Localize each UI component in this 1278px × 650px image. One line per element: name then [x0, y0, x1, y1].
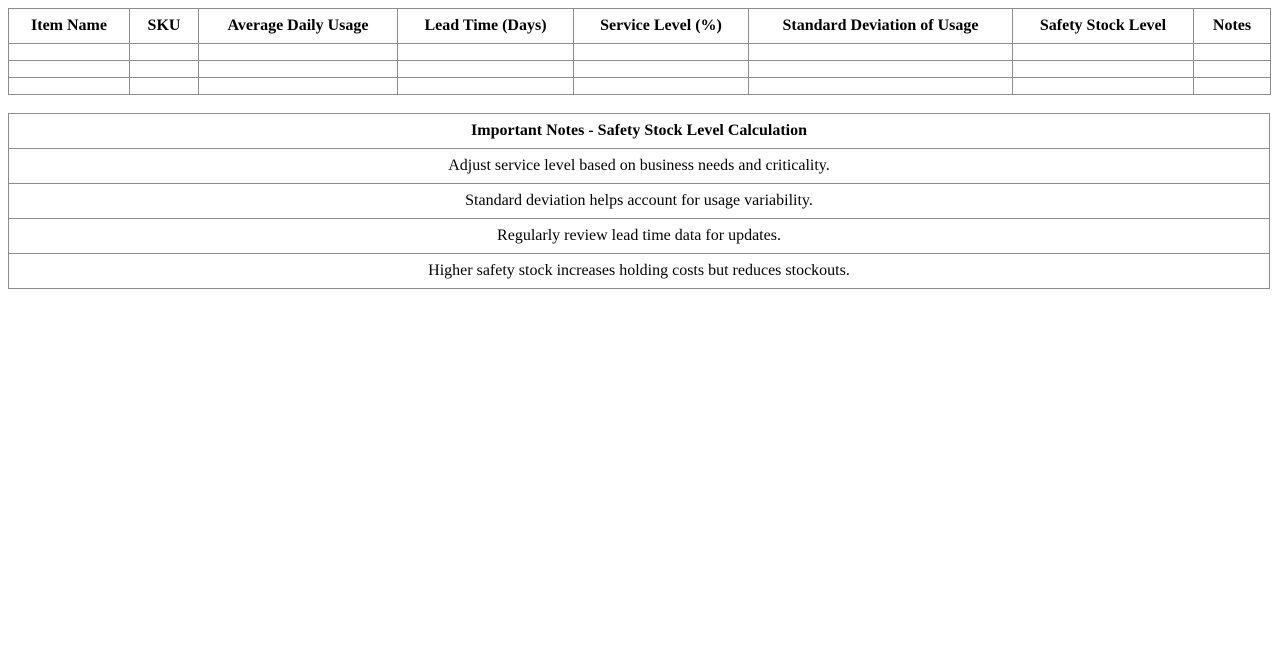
table-cell[interactable] — [749, 44, 1013, 61]
table-cell[interactable] — [1013, 61, 1194, 78]
safety-stock-table — [8, 8, 1271, 95]
note-text: Standard deviation helps account for usage variability. — [9, 184, 1270, 219]
table-cell[interactable] — [1194, 78, 1271, 95]
header-lead-time: Lead Time (Days) — [398, 9, 574, 44]
table-cell[interactable] — [1194, 61, 1271, 78]
table-cell[interactable] — [9, 44, 130, 61]
table-cell[interactable] — [130, 61, 199, 78]
table-row — [9, 78, 1271, 95]
page-container — [8, 8, 1270, 289]
table-cell[interactable] — [749, 78, 1013, 95]
table-cell[interactable] — [199, 44, 398, 61]
table-row — [9, 61, 1271, 78]
note-text: Higher safety stock increases holding costs but reduces stockouts. — [9, 254, 1270, 289]
header-sku: SKU — [130, 9, 199, 44]
note-row — [9, 254, 1270, 289]
table-cell[interactable] — [574, 78, 749, 95]
note-row — [9, 219, 1270, 254]
header-average-daily-usage: Average Daily Usage — [199, 9, 398, 44]
table-cell[interactable] — [574, 61, 749, 78]
table-cell[interactable] — [398, 44, 574, 61]
header-safety-stock-level: Safety Stock Level — [1013, 9, 1194, 44]
table-header-row — [9, 9, 1271, 44]
table-cell[interactable] — [749, 61, 1013, 78]
note-row — [9, 149, 1270, 184]
table-cell[interactable] — [1194, 44, 1271, 61]
table-cell[interactable] — [398, 78, 574, 95]
table-cell[interactable] — [9, 78, 130, 95]
notes-title: Important Notes - Safety Stock Level Calculation — [9, 114, 1270, 149]
note-row — [9, 184, 1270, 219]
note-text: Adjust service level based on business needs and criticality. — [9, 149, 1270, 184]
header-notes: Notes — [1194, 9, 1271, 44]
notes-title-row — [9, 114, 1270, 149]
table-cell[interactable] — [199, 78, 398, 95]
table-cell[interactable] — [130, 78, 199, 95]
important-notes-table — [8, 113, 1270, 289]
table-cell[interactable] — [1013, 78, 1194, 95]
table-row — [9, 44, 1271, 61]
table-cell[interactable] — [574, 44, 749, 61]
table-cell[interactable] — [1013, 44, 1194, 61]
header-std-deviation: Standard Deviation of Usage — [749, 9, 1013, 44]
table-cell[interactable] — [130, 44, 199, 61]
table-cell[interactable] — [398, 61, 574, 78]
table-cell[interactable] — [199, 61, 398, 78]
table-cell[interactable] — [9, 61, 130, 78]
header-service-level: Service Level (%) — [574, 9, 749, 44]
header-item-name: Item Name — [9, 9, 130, 44]
note-text: Regularly review lead time data for updates. — [9, 219, 1270, 254]
